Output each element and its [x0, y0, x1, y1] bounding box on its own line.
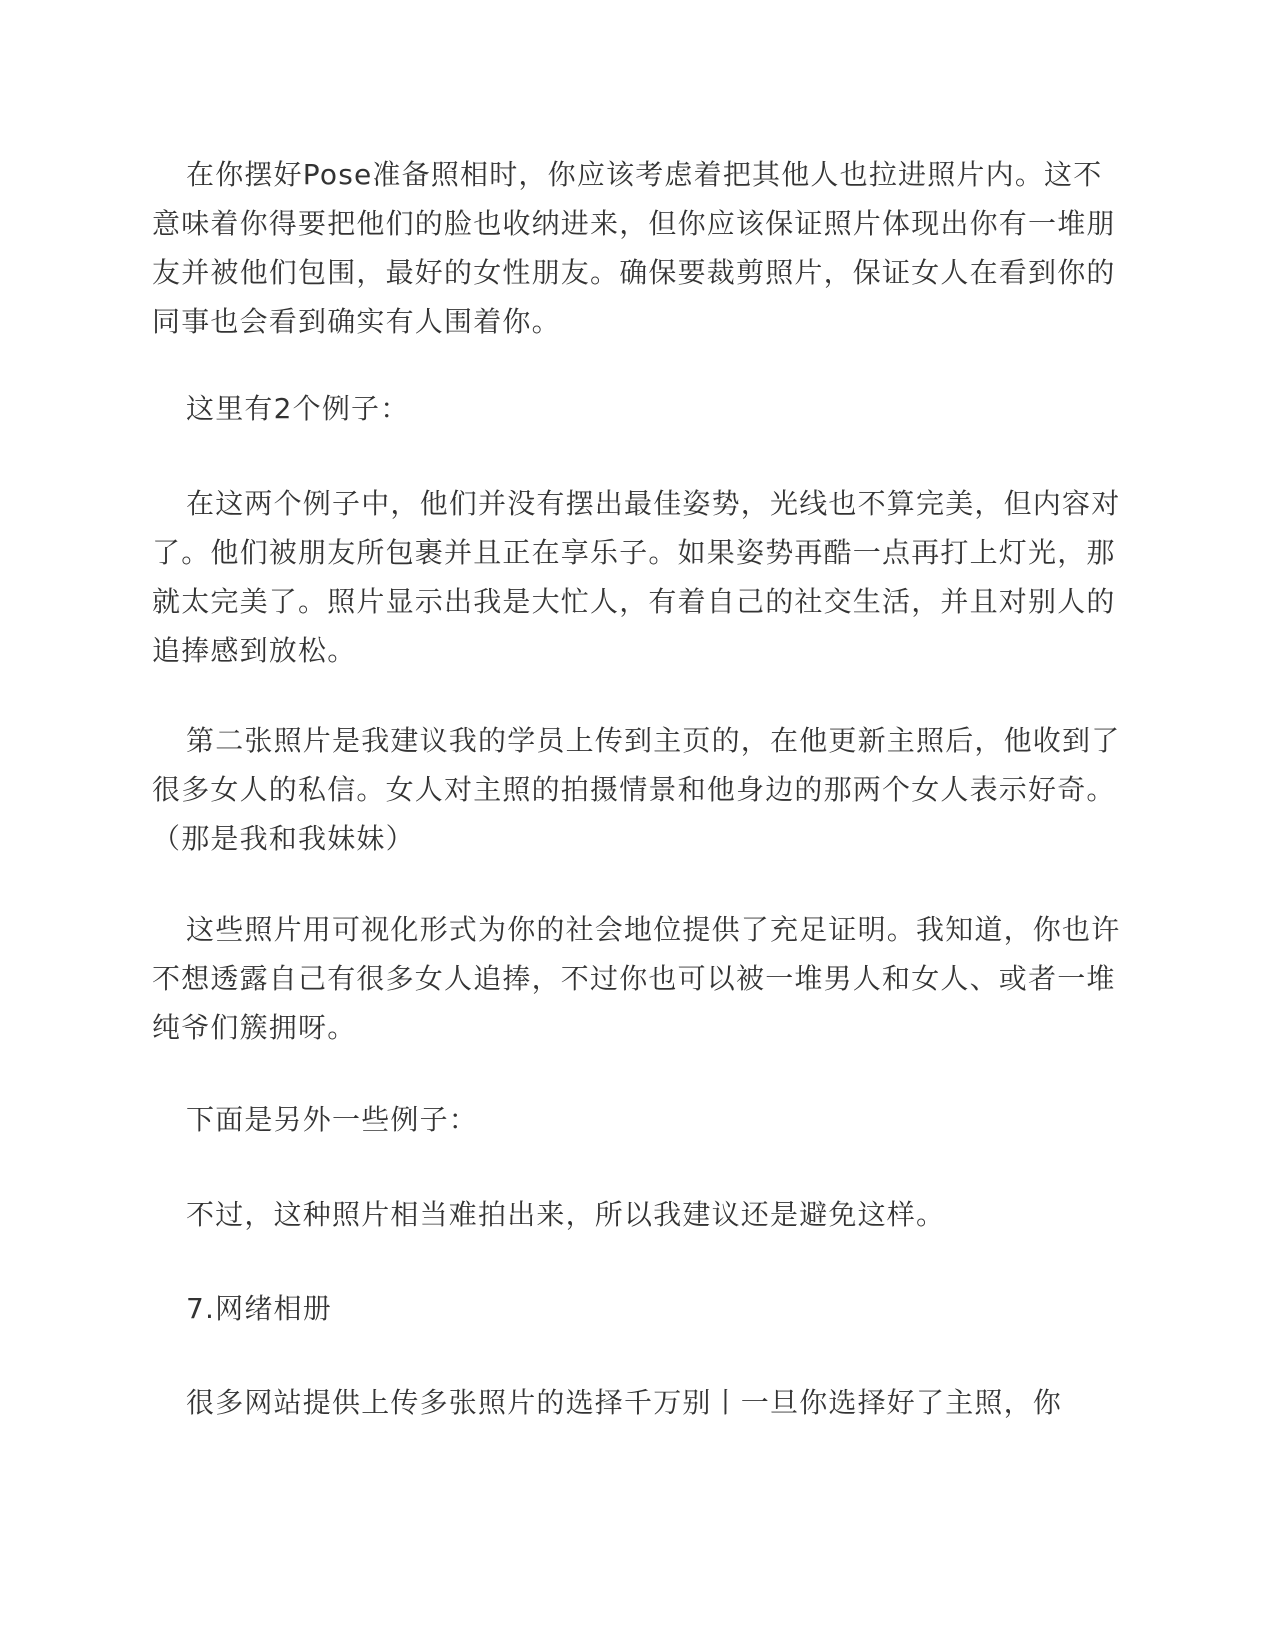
- paragraph: 很多网站提供上传多张照片的选择千万别丨一旦你选择好了主照，你: [186, 1386, 1063, 1419]
- paragraph: 这里有2个例子：: [186, 392, 410, 425]
- section-heading: 7.网绪相册: [186, 1292, 332, 1325]
- paragraph: 下面是另外一些例子：: [186, 1103, 479, 1136]
- paragraph: 不过，这种照片相当难拍出来，所以我建议还是避免这样。: [186, 1198, 946, 1231]
- paragraph: 在你摆好Pose准备照相时，你应该考虑着把其他人也拉进照片内。这不意味着你得要把他们的脸也收纳进来，但你应该保证照片体现出你有一堆朋友并被他们包围，最好的女性朋友。确保要裁剪照片，保证女人在看到你的同事也会看到确实有人围着你。: [152, 158, 1116, 338]
- paragraph: 这些照片用可视化形式为你的社会地位提供了充足证明。我知道，你也许不想透露自己有很多女人追捧，不过你也可以被一堆男人和女人、或者一堆纯爷们簇拥呀。: [152, 913, 1121, 1044]
- paragraph: 第二张照片是我建议我的学员上传到主页的，在他更新主照后，他收到了很多女人的私信。女人对主照的拍摄情景和他身边的那两个女人表示好奇。（那是我和我妹妹）: [152, 724, 1121, 855]
- paragraph: 在这两个例子中，他们并没有摆出最佳姿势，光线也不算完美，但内容对了。他们被朋友所包裹并且正在享乐子。如果姿势再酷一点再打上灯光，那就太完美了。照片显示出我是大忙人，有着自己的社交生活，并且对别人的追捧感到放松。: [152, 487, 1121, 667]
